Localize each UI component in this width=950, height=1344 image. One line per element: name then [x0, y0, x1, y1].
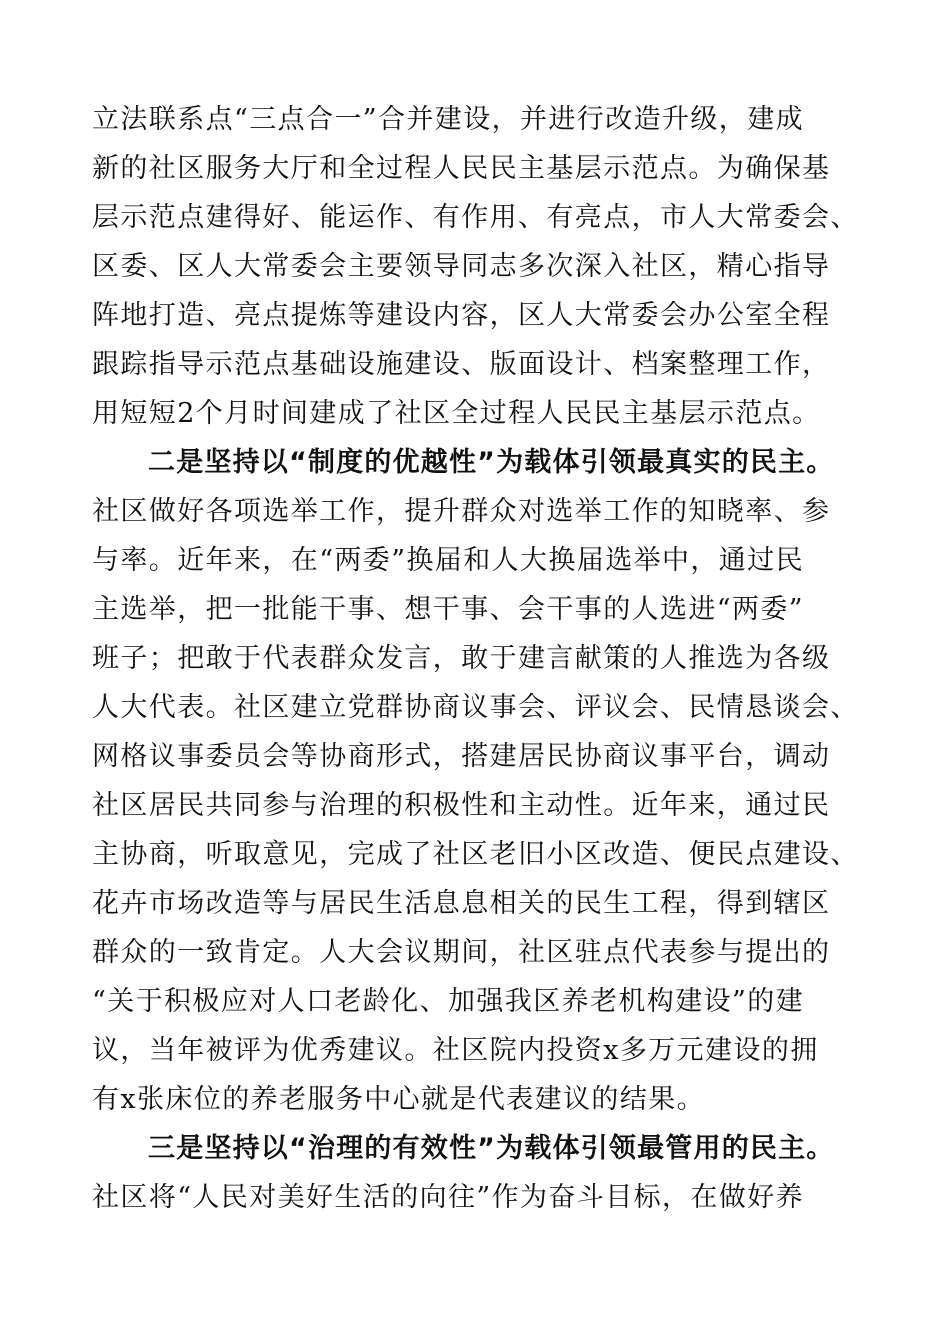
- section-heading: 二是坚持以“制度的优越性”为载体引领最真实的民主。: [148, 447, 835, 478]
- text-line: 议，当年被评为优秀建议。社区院内投资x多万元建设的拥: [92, 1035, 819, 1066]
- text-line: 花卉市场改造等与居民生活息息相关的民生工程，得到辖区: [92, 888, 831, 919]
- text-line: 主协商，听取意见，完成了社区老旧小区改造、便民点建设、: [92, 839, 859, 870]
- text-line: 立法联系点“三点合一”合并建设，并进行改造升级，建成: [92, 104, 805, 135]
- text-line: “关于积极应对人口老龄化、加强我区养老机构建设”的建: [92, 986, 805, 1017]
- text-line: 主选举，把一批能干事、想干事、会干事的人选进“两委”: [92, 594, 805, 625]
- text-line: 社区做好各项选举工作，提升群众对选举工作的知晓率、参: [92, 496, 831, 527]
- text-line: 与率。近年来，在“两委”换届和人大换届选举中，通过民: [92, 545, 805, 576]
- text-line: 有x张床位的养老服务中心就是代表建议的结果。: [92, 1084, 706, 1115]
- text-line: 社区将“人民对美好生活的向往”作为奋斗目标，在做好养: [92, 1182, 805, 1213]
- text-line: 阵地打造、亮点提炼等建设内容，区人大常委会办公室全程: [92, 300, 831, 331]
- text-line: 区委、区人大常委会主要领导同志多次深入社区，精心指导: [92, 251, 831, 282]
- text-line: 新的社区服务大厅和全过程人民民主基层示范点。为确保基: [92, 153, 831, 184]
- text-line: 网格议事委员会等协商形式，搭建居民协商议事平台，调动: [92, 741, 831, 772]
- text-line: 层示范点建得好、能运作、有作用、有亮点，市人大常委会、: [92, 202, 859, 233]
- section-heading: 三是坚持以“治理的有效性”为载体引领最管用的民主。: [148, 1133, 835, 1164]
- text-line: 跟踪指导示范点基础设施建设、版面设计、档案整理工作，: [92, 349, 831, 380]
- text-line: 社区居民共同参与治理的积极性和主动性。近年来，通过民: [92, 790, 831, 821]
- text-line: 用短短2个月时间建成了社区全过程人民民主基层示范点。: [92, 398, 821, 429]
- text-line: 群众的一致肯定。人大会议期间，社区驻点代表参与提出的: [92, 937, 831, 968]
- text-line: 人大代表。社区建立党群协商议事会、评议会、民情恳谈会、: [92, 692, 859, 723]
- text-line: 班子；把敢于代表群众发言，敢于建言献策的人推选为各级: [92, 643, 831, 674]
